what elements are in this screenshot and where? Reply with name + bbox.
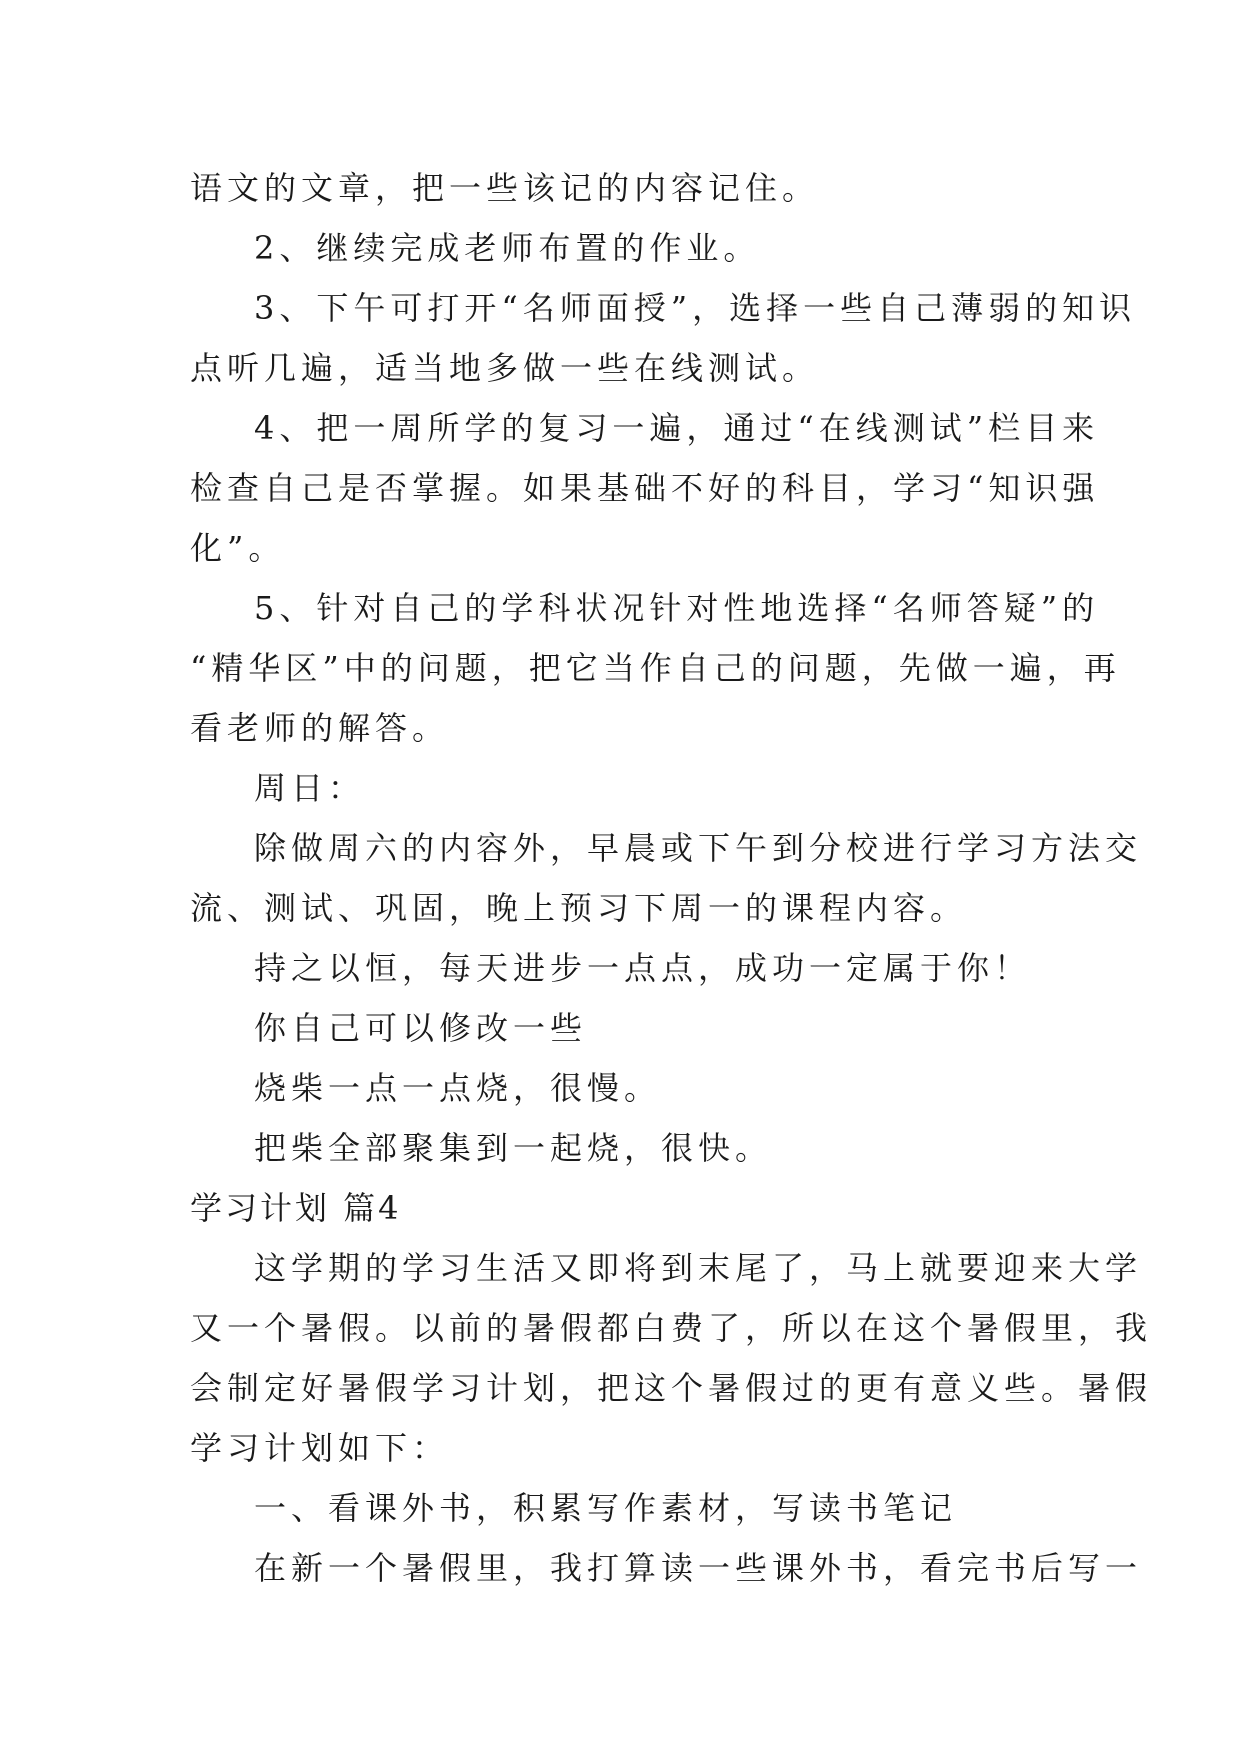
text-line: 化”。 [190, 529, 286, 567]
paragraph: 除做周六的内容外，早晨或下午到分校进行学习方法交 [254, 829, 1143, 867]
text-line: 流、测试、巩固，晚上预习下周一的课程内容。 [190, 889, 968, 927]
list-item-2: 2、继续完成老师布置的作业。 [254, 229, 761, 267]
text-line: 检查自己是否掌握。如果基础不好的科目，学习“知识强 [190, 469, 1100, 507]
list-item-3: 3、下午可打开“名师面授”，选择一些自己薄弱的知识 [254, 289, 1137, 327]
paragraph: 把柴全部聚集到一起烧，很快。 [254, 1129, 773, 1167]
paragraph: 你自己可以修改一些 [254, 1009, 588, 1047]
text-line: 看老师的解答。 [190, 709, 450, 747]
sunday-label: 周日： [254, 769, 366, 807]
document-body [190, 158, 1153, 1598]
text-line: 学习计划如下： [190, 1429, 450, 1467]
text-line: 语文的文章，把一些该记的内容记住。 [190, 169, 820, 207]
paragraph: 这学期的学习生活又即将到末尾了，马上就要迎来大学 [254, 1249, 1143, 1287]
section-heading: 学习计划 篇4 [190, 1189, 402, 1227]
list-item-4: 4、把一周所学的复习一遍，通过“在线测试”栏目来 [254, 409, 1100, 447]
subsection-heading: 一、看课外书，积累写作素材，写读书笔记 [254, 1489, 958, 1527]
paragraph: 持之以恒，每天进步一点点，成功一定属于你！ [254, 949, 1032, 987]
paragraph: 在新一个暑假里，我打算读一些课外书，看完书后写一 [254, 1549, 1143, 1587]
text-line: “精华区”中的问题，把它当作自己的问题，先做一遍，再 [190, 649, 1121, 687]
text-line: 点听几遍，适当地多做一些在线测试。 [190, 349, 820, 387]
paragraph: 烧柴一点一点烧，很慢。 [254, 1069, 662, 1107]
text-line: 会制定好暑假学习计划，把这个暑假过的更有意义些。暑假 [190, 1369, 1153, 1407]
list-item-5: 5、针对自己的学科状况针对性地选择“名师答疑”的 [254, 589, 1100, 627]
text-line: 又一个暑假。以前的暑假都白费了，所以在这个暑假里，我 [190, 1309, 1153, 1347]
